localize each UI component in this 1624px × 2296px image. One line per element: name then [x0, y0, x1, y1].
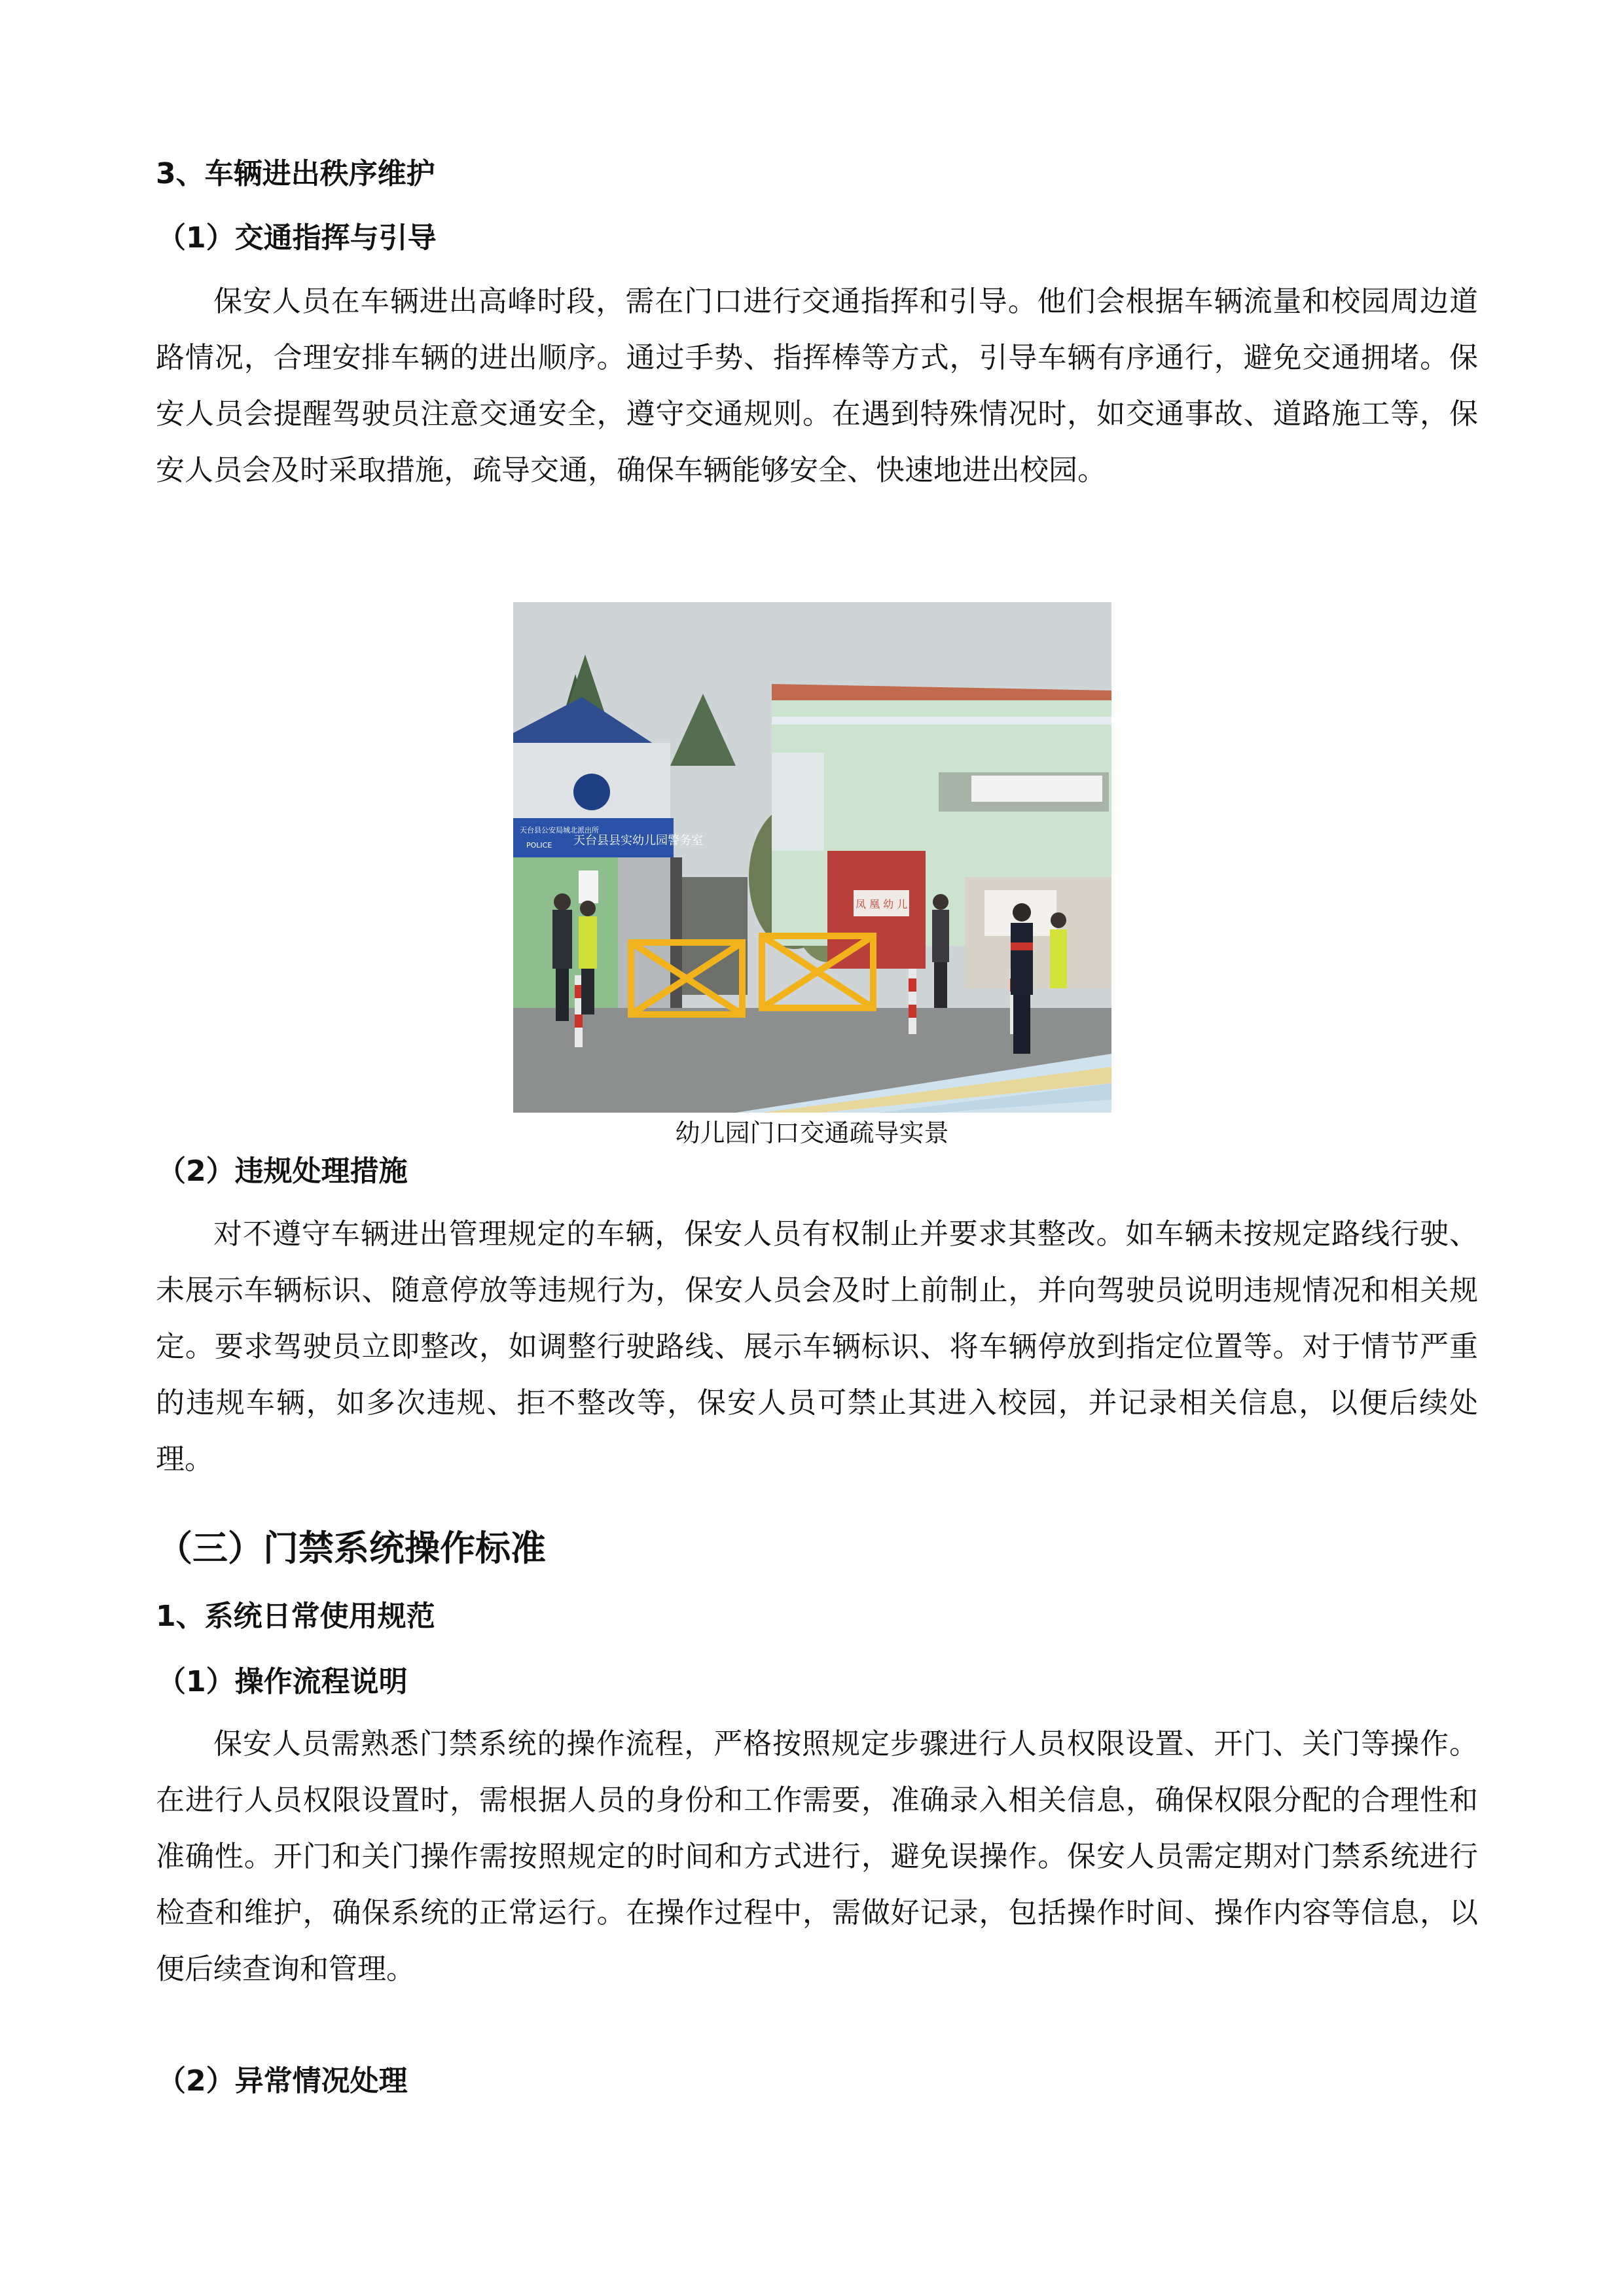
photo-sign-police: POLICE	[526, 841, 552, 850]
traffic-photo	[513, 602, 1111, 1113]
paragraph-violation-handling: 对不遵守车辆进出管理规定的车辆，保安人员有权制止并要求其整改。如车辆未按规定路线行驶、未展示车辆标识、随意停放等违规行为，保安人员会及时上前制止，并向驾驶员说明违规情况和相关规定。要求驾驶员立即整改，如调整行驶路线、展示车辆标识、将车辆停放到指定位置等。对于情节严重的违规车辆，如多次违规、拒不整改等，保安人员可禁止其进入校园，并记录相关信息，以便后续处理。	[156, 1217, 1478, 1476]
section-access-control-standard: （三）门禁系统操作标准	[157, 1528, 546, 1569]
photo-sign-small: 天台县公安局城北派出所	[520, 826, 599, 834]
photo-sign-left: 天台县县实幼儿园警务室	[573, 834, 703, 848]
subheading-violation-handling: （2）违规处理措施	[157, 1155, 408, 1188]
photo-gate-sign: 凤 凰 幼 儿	[856, 898, 908, 910]
heading-daily-usage: 1、系统日常使用规范	[156, 1600, 435, 1633]
heading-vehicle-order: 3、车辆进出秩序维护	[156, 157, 435, 190]
subheading-operation-process: （1）操作流程说明	[157, 1665, 408, 1698]
subheading-exception-handling: （2）异常情况处理	[157, 2064, 408, 2098]
paragraph-traffic-guidance: 保安人员在车辆进出高峰时段，需在门口进行交通指挥和引导。他们会根据车辆流量和校园周边道路情况，合理安排车辆的进出顺序。通过手势、指挥棒等方式，引导车辆有序通行，避免交通拥堵。保安人员会提醒驾驶员注意交通安全，遵守交通规则。在遇到特殊情况时，如交通事故、道路施工等，保安人员会及时采取措施，疏导交通，确保车辆能够安全、快速地进出校园。	[156, 285, 1478, 487]
figure-caption: 幼儿园门口交通疏导实景	[675, 1119, 949, 1147]
subheading-traffic-guidance: （1）交通指挥与引导	[157, 221, 437, 255]
paragraph-operation-process: 保安人员需熟悉门禁系统的操作流程，严格按照规定步骤进行人员权限设置、开门、关门等操作。在进行人员权限设置时，需根据人员的身份和工作需要，准确录入相关信息，确保权限分配的合理性和准确性。开门和关门操作需按照规定的时间和方式进行，避免误操作。保安人员需定期对门禁系统进行检查和维护，确保系统的正常运行。在操作过程中，需做好记录，包括操作时间、操作内容等信息，以便后续查询和管理。	[156, 1727, 1478, 1986]
